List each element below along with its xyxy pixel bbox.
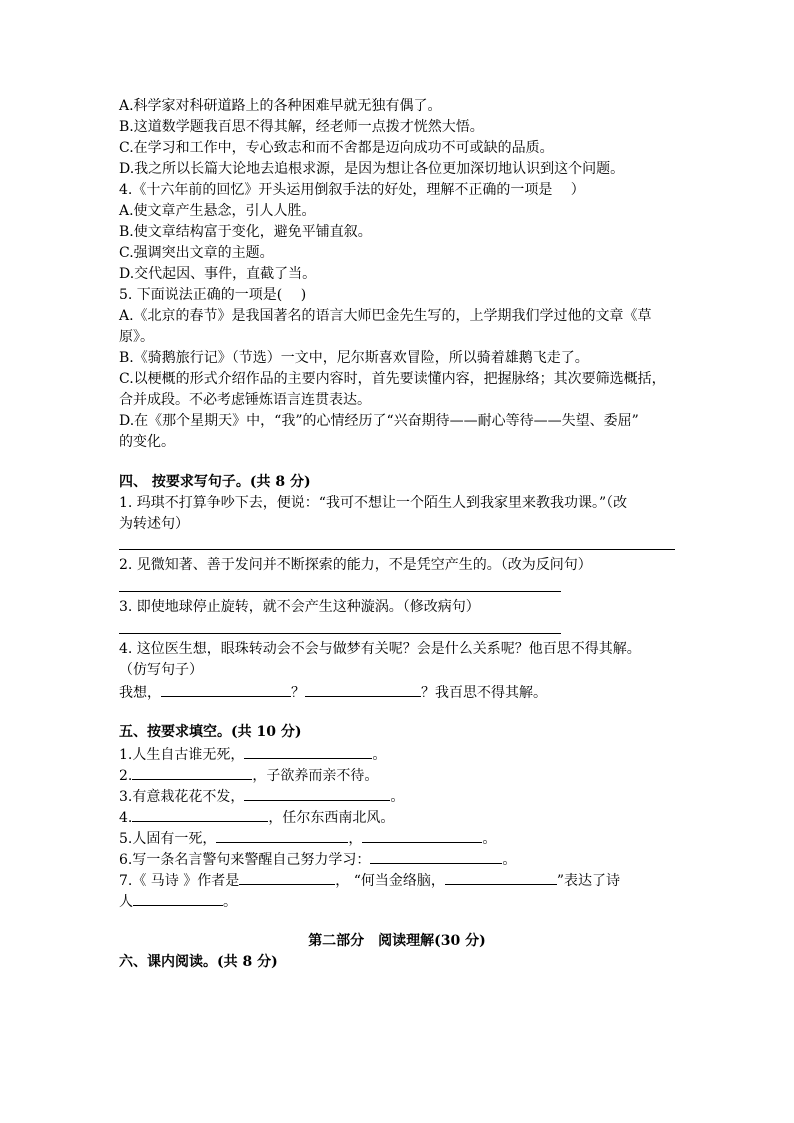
question-4-option-c: C.强调突出文章的主题。 <box>119 245 274 261</box>
text: ， “何当金络脑， <box>335 873 445 889</box>
section-5-q7-line2 <box>119 890 237 912</box>
text: 。 <box>482 831 497 847</box>
text: 5.人固有一死， <box>119 831 217 847</box>
question-5-option-c-line2: 合并成段。不必考虑锤炼语言连贯表达。 <box>119 392 371 408</box>
section-4-heading: 四、 按要求写句子。(共 8 分) <box>119 474 311 490</box>
section-4-q4-fill-line <box>119 681 547 703</box>
text: 。 <box>390 789 405 805</box>
question-5-stem: 5. 下面说法正确的一项是( ) <box>119 287 307 303</box>
blank[interactable] <box>161 681 291 697</box>
option-c: C.在学习和工作中，专心致志和而不舍都是迈向成功不可或缺的品质。 <box>119 140 554 156</box>
answer-line-4-1[interactable] <box>119 549 675 550</box>
blank[interactable] <box>305 681 421 697</box>
section-5-q5 <box>119 827 496 849</box>
blank[interactable] <box>244 743 372 759</box>
answer-line-4-2[interactable] <box>119 591 561 592</box>
section-6-heading: 六、课内阅读。(共 8 分) <box>119 954 278 970</box>
text: 3.有意栽花花不发， <box>119 789 245 805</box>
section-4-q1-line1: 1. 玛琪不打算争吵下去，便说：“我可不想让一个陌生人到我家里来教我功课。”（改 <box>119 495 628 511</box>
question-5-option-d-line1: D.在《那个星期天》中，“我”的心情经历了“兴奋期待——耐心等待——失望、委屈” <box>119 413 639 429</box>
text: ， <box>348 831 363 847</box>
text: ？ <box>291 685 305 701</box>
question-5-option-d-line2: 的变化。 <box>119 434 175 450</box>
question-5-option-c-line1: C.以梗概的形式介绍作品的主要内容时，首先要读懂内容，把握脉络；其次要筛选概括， <box>119 371 666 387</box>
section-5-q3 <box>119 785 404 807</box>
text: 。 <box>502 852 517 868</box>
blank[interactable] <box>370 848 502 864</box>
blank[interactable] <box>239 869 335 885</box>
question-4-option-a: A.使文章产生悬念，引人人胜。 <box>119 203 316 219</box>
section-4-q4-line2: （仿写句子） <box>119 662 203 678</box>
blank[interactable] <box>362 827 482 843</box>
section-4-q1-line2: 为转述句） <box>119 516 189 532</box>
text: 7.《 马诗 》作者是 <box>119 873 240 889</box>
text: ，子欲养而亲不待。 <box>252 768 379 784</box>
question-4-option-b: B.使文章结构富于变化，避免平铺直叙。 <box>119 224 372 240</box>
text: ”表达了诗 <box>556 873 621 889</box>
section-5-heading: 五、按要求填空。(共 10 分) <box>119 724 302 740</box>
section-5-q2 <box>119 764 378 786</box>
section-5-q6 <box>119 848 516 870</box>
blank[interactable] <box>132 806 268 822</box>
option-a: A.科学家对科研道路上的各种困难早就无独有偶了。 <box>119 98 442 114</box>
question-4-stem: 4.《十六年前的回忆》开头运用倒叙手法的好处，理解不正确的一项是 ） <box>119 182 585 198</box>
text: 6.写一条名言警句来警醒自己努力学习： <box>119 852 371 868</box>
text: 2. <box>119 768 133 784</box>
section-4-q3: 3. 即使地球停止旋转，就不会产生这种漩涡。（修改病句） <box>119 599 480 615</box>
question-4-option-d: D.交代起因、事件，直截了当。 <box>119 266 317 282</box>
question-5-option-a-line1: A.《北京的春节》是我国著名的语言大师巴金先生写的，上学期我们学过他的文章《草 <box>119 308 652 324</box>
answer-line-4-3[interactable] <box>119 633 561 634</box>
section-4-q4-line1: 4. 这位医生想，眼珠转动会不会与做梦有关呢？会是什么关系呢？他百思不得其解。 <box>119 641 641 657</box>
blank[interactable] <box>244 785 390 801</box>
blank[interactable] <box>132 764 252 780</box>
text: 。 <box>372 747 387 763</box>
question-5-option-b: B.《骑鹅旅行记》（节选）一文中，尼尔斯喜欢冒险，所以骑着雄鹅飞走了。 <box>119 350 589 366</box>
text: 4. <box>119 810 133 826</box>
blank[interactable] <box>445 869 557 885</box>
section-5-q4 <box>119 806 394 828</box>
option-d: D.我之所以长篇大论地去追根求源，是因为想让各位更加深切地认识到这个问题。 <box>119 161 625 177</box>
text: 我想， <box>119 685 161 701</box>
text: ？我百思不得其解。 <box>421 685 547 701</box>
blank[interactable] <box>216 827 348 843</box>
part-2-title: 第二部分 阅读理解(30 分) <box>308 933 486 949</box>
text: ，任尔东西南北风。 <box>268 810 395 826</box>
option-b: B.这道数学题我百思不得其解，经老师一点拨才恍然大悟。 <box>119 119 484 135</box>
text: 1.人生自古谁无死， <box>119 747 245 763</box>
blank[interactable] <box>133 890 223 906</box>
text: 。 <box>223 894 237 910</box>
section-4-q2: 2. 见微知著、善于发问并不断探索的能力，不是凭空产生的。（改为反问句） <box>119 557 592 573</box>
question-5-option-a-line2: 原》。 <box>119 329 154 345</box>
text: 人 <box>119 894 133 910</box>
section-5-q7-line1 <box>119 869 620 891</box>
section-5-q1 <box>119 743 386 765</box>
